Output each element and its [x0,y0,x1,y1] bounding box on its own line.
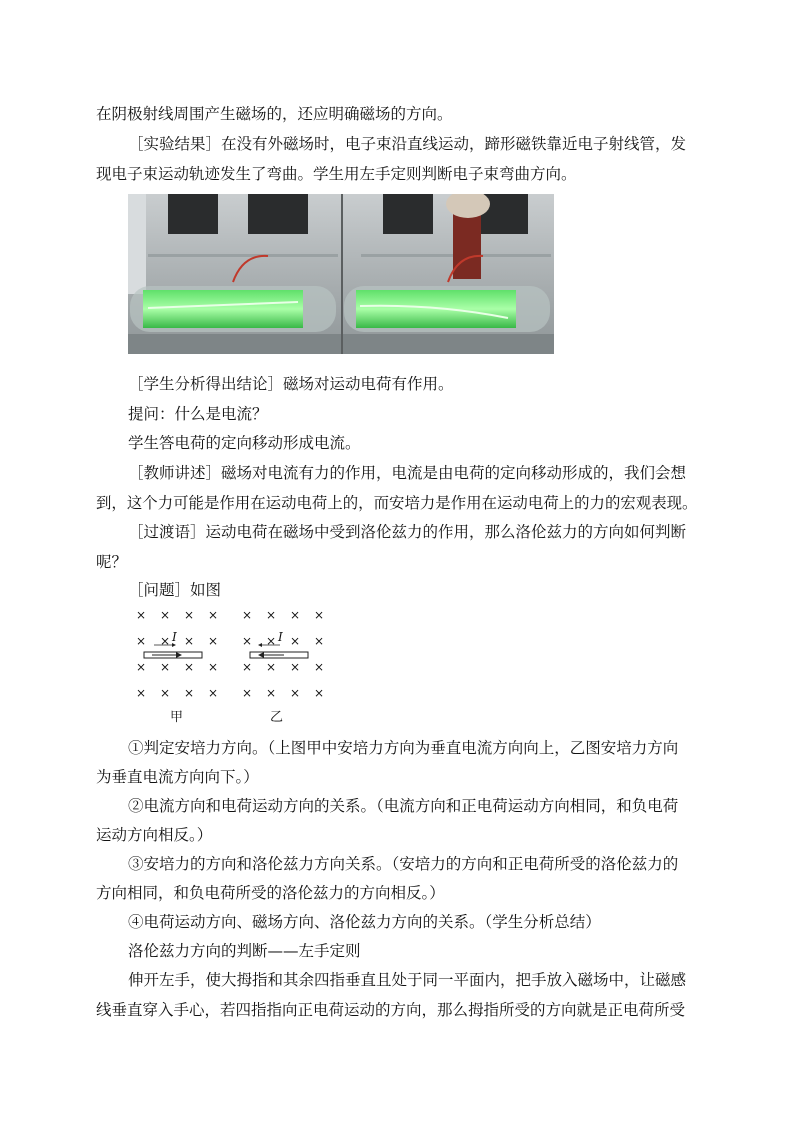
cross-mark: × [290,686,301,700]
cross-mark: × [266,634,277,648]
cross-mark: × [266,608,277,622]
cross-mark: × [242,660,253,674]
cross-mark: × [208,660,219,674]
cross-mark: × [184,608,195,622]
cross-mark: × [242,634,253,648]
current-label: I [172,630,177,644]
cross-mark: × [160,634,171,648]
text-line-18: ④电荷运动方向、磁场方向、洛伦兹力方向的关系。（学生分析总结） [128,913,601,931]
cross-mark: × [160,608,171,622]
text-line-6: 学生答电荷的定向移动形成电流。 [128,434,361,452]
cross-mark: × [184,686,195,700]
cross-mark: × [136,660,147,674]
cross-mark: × [242,686,253,700]
text-line-20: 伸开左手，使大拇指和其余四指垂直且处于同一平面内，把手放入磁场中，让磁感 [128,971,687,989]
text-line-10: 呢？ [96,553,128,571]
cross-mark: × [266,686,277,700]
cross-mark: × [314,660,325,674]
cross-mark: × [266,660,277,674]
cross-mark: × [136,686,147,700]
text-line-17: 方向相同，和负电荷所受的洛伦兹力的方向相反。） [96,884,445,902]
text-line-5: 提问：什么是电流？ [128,405,268,423]
text-line-7: ［教师讲述］磁场对电流有力的作用，电流是由电荷的定向移动形成的，我们会想 [128,464,687,482]
cross-mark: × [208,634,219,648]
diagram-label-yi: 乙 [270,710,284,725]
electron-beam-photo [128,194,554,354]
text-line-14: ②电流方向和电荷运动方向的关系。（电流方向和正电荷运动方向相同，和负电荷 [128,797,679,815]
cross-mark: × [184,660,195,674]
cross-mark: × [290,634,301,648]
text-line-1: 在阴极射线周围产生磁场的，还应明确磁场的方向。 [96,105,453,123]
magnetic-field-diagram [128,604,328,724]
cross-mark: × [314,634,325,648]
cross-mark: × [208,686,219,700]
text-line-3: 现电子束运动轨迹发生了弯曲。学生用左手定则判断电子束弯曲方向。 [96,165,577,183]
text-line-12: ①判定安培力方向。（上图甲中安培力方向为垂直电流方向向上，乙图安培力方向 [128,739,679,757]
cross-mark: × [160,686,171,700]
cross-mark: × [184,634,195,648]
text-line-8: 到，这个力可能是作用在运动电荷上的，而安培力是作用在运动电荷上的力的宏观表现。 [96,494,698,512]
text-line-13: 为垂直电流方向向下。） [96,768,259,786]
diagram-label-jia: 甲 [170,710,184,725]
text-line-19: 洛伦兹力方向的判断——左手定则 [128,942,361,960]
text-line-16: ③安培力的方向和洛伦兹力方向关系。（安培力的方向和正电荷所受的洛伦兹力的 [128,855,679,873]
cross-mark: × [136,608,147,622]
cross-mark: × [290,608,301,622]
electron-beam-photo-svg [128,194,554,354]
text-line-4: ［学生分析得出结论］磁场对运动电荷有作用。 [128,375,454,393]
cross-mark: × [160,660,171,674]
cross-mark: × [314,608,325,622]
text-line-2: ［实验结果］在没有外磁场时，电子束沿直线运动，蹄形磁铁靠近电子射线管，发 [128,135,687,153]
cross-mark: × [208,608,219,622]
cross-mark: × [242,608,253,622]
text-line-9: ［过渡语］运动电荷在磁场中受到洛伦兹力的作用，那么洛伦兹力的方向如何判断 [128,523,687,541]
text-line-21: 线垂直穿入手心，若四指指向正电荷运动的方向，那么拇指所受的方向就是正电荷所受 [96,1001,686,1019]
cross-mark: × [314,686,325,700]
cross-mark: × [290,660,301,674]
text-line-15: 运动方向相反。） [96,826,213,844]
cross-mark: × [136,634,147,648]
current-label: I [278,630,283,644]
text-line-11: ［问题］如图 [128,581,222,599]
